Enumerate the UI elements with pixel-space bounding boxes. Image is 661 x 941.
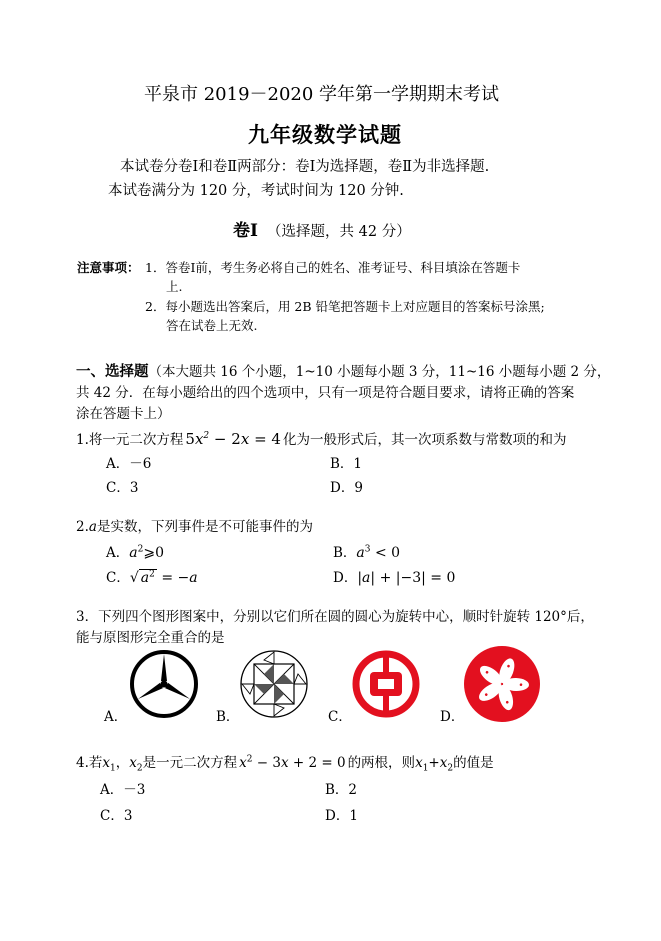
q2-variable: a bbox=[88, 519, 97, 535]
q4-option-d: D．1 bbox=[325, 808, 358, 824]
q2-number: 2. bbox=[76, 519, 89, 535]
q1-suffix: 化为一般形式后，其一次项系数与常数项的和为 bbox=[282, 432, 567, 448]
mercedes-star-icon bbox=[128, 648, 200, 720]
part1-desc-3: 涂在答题卡上） bbox=[76, 406, 171, 422]
part1-desc-1: （本大题共 16 个小题，1~10 小题每小题 3 分，11~16 小题每小题 2 分， bbox=[148, 364, 611, 380]
q4-option-a: A．－3 bbox=[100, 782, 146, 798]
q3-option-b: B． bbox=[216, 709, 240, 725]
part1-heading bbox=[76, 360, 610, 381]
q2-option-a: A．$a^2⩾0$ bbox=[106, 544, 164, 561]
bank-of-china-icon bbox=[350, 648, 422, 720]
notice-item-1-cont: 上. bbox=[166, 279, 183, 294]
q2-stem bbox=[76, 515, 313, 535]
q2-option-c: C．√ $a^2 = -a$ bbox=[106, 569, 198, 586]
part1-title: 一、选择题 bbox=[76, 363, 149, 380]
q4-stem: 4.若$x_1$，$x_2$是一元二次方程 $x^2 - 3x + 2 = 0$ 的两根，则$x_1+x_2$的值是 bbox=[76, 754, 494, 774]
notice-label: 注意事项： bbox=[77, 260, 140, 275]
q2-text: 是实数，下列事件是不可能事件的为 bbox=[96, 519, 313, 535]
section-heading bbox=[233, 216, 411, 241]
q3-option-d: D． bbox=[440, 709, 465, 725]
bauhinia-flower-icon bbox=[463, 645, 541, 723]
exam-title: 平泉市 2019－2020 学年第一学期期末考试 bbox=[144, 84, 500, 105]
notice-item-2-cont: 答在试卷上无效. bbox=[166, 318, 258, 333]
q4-option-c: C．3 bbox=[100, 808, 133, 824]
notice-item-2: 2．每小题选出答案后，用 2B 铅笔把答题卡上对应题目的答案标号涂黑; bbox=[145, 299, 545, 314]
exam-subtitle: 九年级数学试题 bbox=[248, 122, 402, 147]
q3-option-a: A． bbox=[104, 709, 128, 725]
q1-option-b: B．1 bbox=[330, 456, 363, 472]
q2-option-d: D．|a| + |−3| = 0 bbox=[333, 570, 456, 586]
intro-line-1: 本试卷分卷Ⅰ和卷Ⅱ两部分：卷Ⅰ为选择题，卷Ⅱ为非选择题. bbox=[120, 159, 490, 175]
q3-option-c: C． bbox=[328, 709, 352, 725]
q1-option-a: A．－6 bbox=[106, 456, 152, 472]
q1-option-c: C．3 bbox=[106, 480, 139, 496]
q1-equation: $5x^2 - 2x = 4$ bbox=[185, 430, 281, 448]
intro-line-2: 本试卷满分为 120 分，考试时间为 120 分钟. bbox=[108, 183, 404, 199]
q3-line-1: 3．下列四个图形图案中，分别以它们所在圆的圆心为旋转中心，顺时针旋转 120°后， bbox=[76, 609, 594, 625]
q2-option-b: B．$a^3 < 0$ bbox=[333, 544, 401, 561]
q3-line-2: 能与原图形完全重合的是 bbox=[76, 630, 225, 646]
q4-option-b: B．2 bbox=[325, 782, 358, 798]
notice-item-1: 1．答卷Ⅰ前，考生务必将自己的姓名、准考证号、科目填涂在答题卡 bbox=[145, 260, 521, 275]
q1-option-d: D．9 bbox=[330, 480, 363, 496]
part1-desc-2: 共 42 分．在每小题给出的四个选项中，只有一项是符合题目要求，请将正确的答案 bbox=[76, 385, 575, 401]
q1-stem bbox=[76, 428, 566, 448]
q1-prefix: 1.将一元二次方程 bbox=[76, 432, 184, 448]
section-note: （选择题，共 42 分） bbox=[267, 224, 411, 240]
pinwheel-icon bbox=[238, 648, 310, 720]
section-title: 卷Ⅰ bbox=[233, 221, 258, 241]
